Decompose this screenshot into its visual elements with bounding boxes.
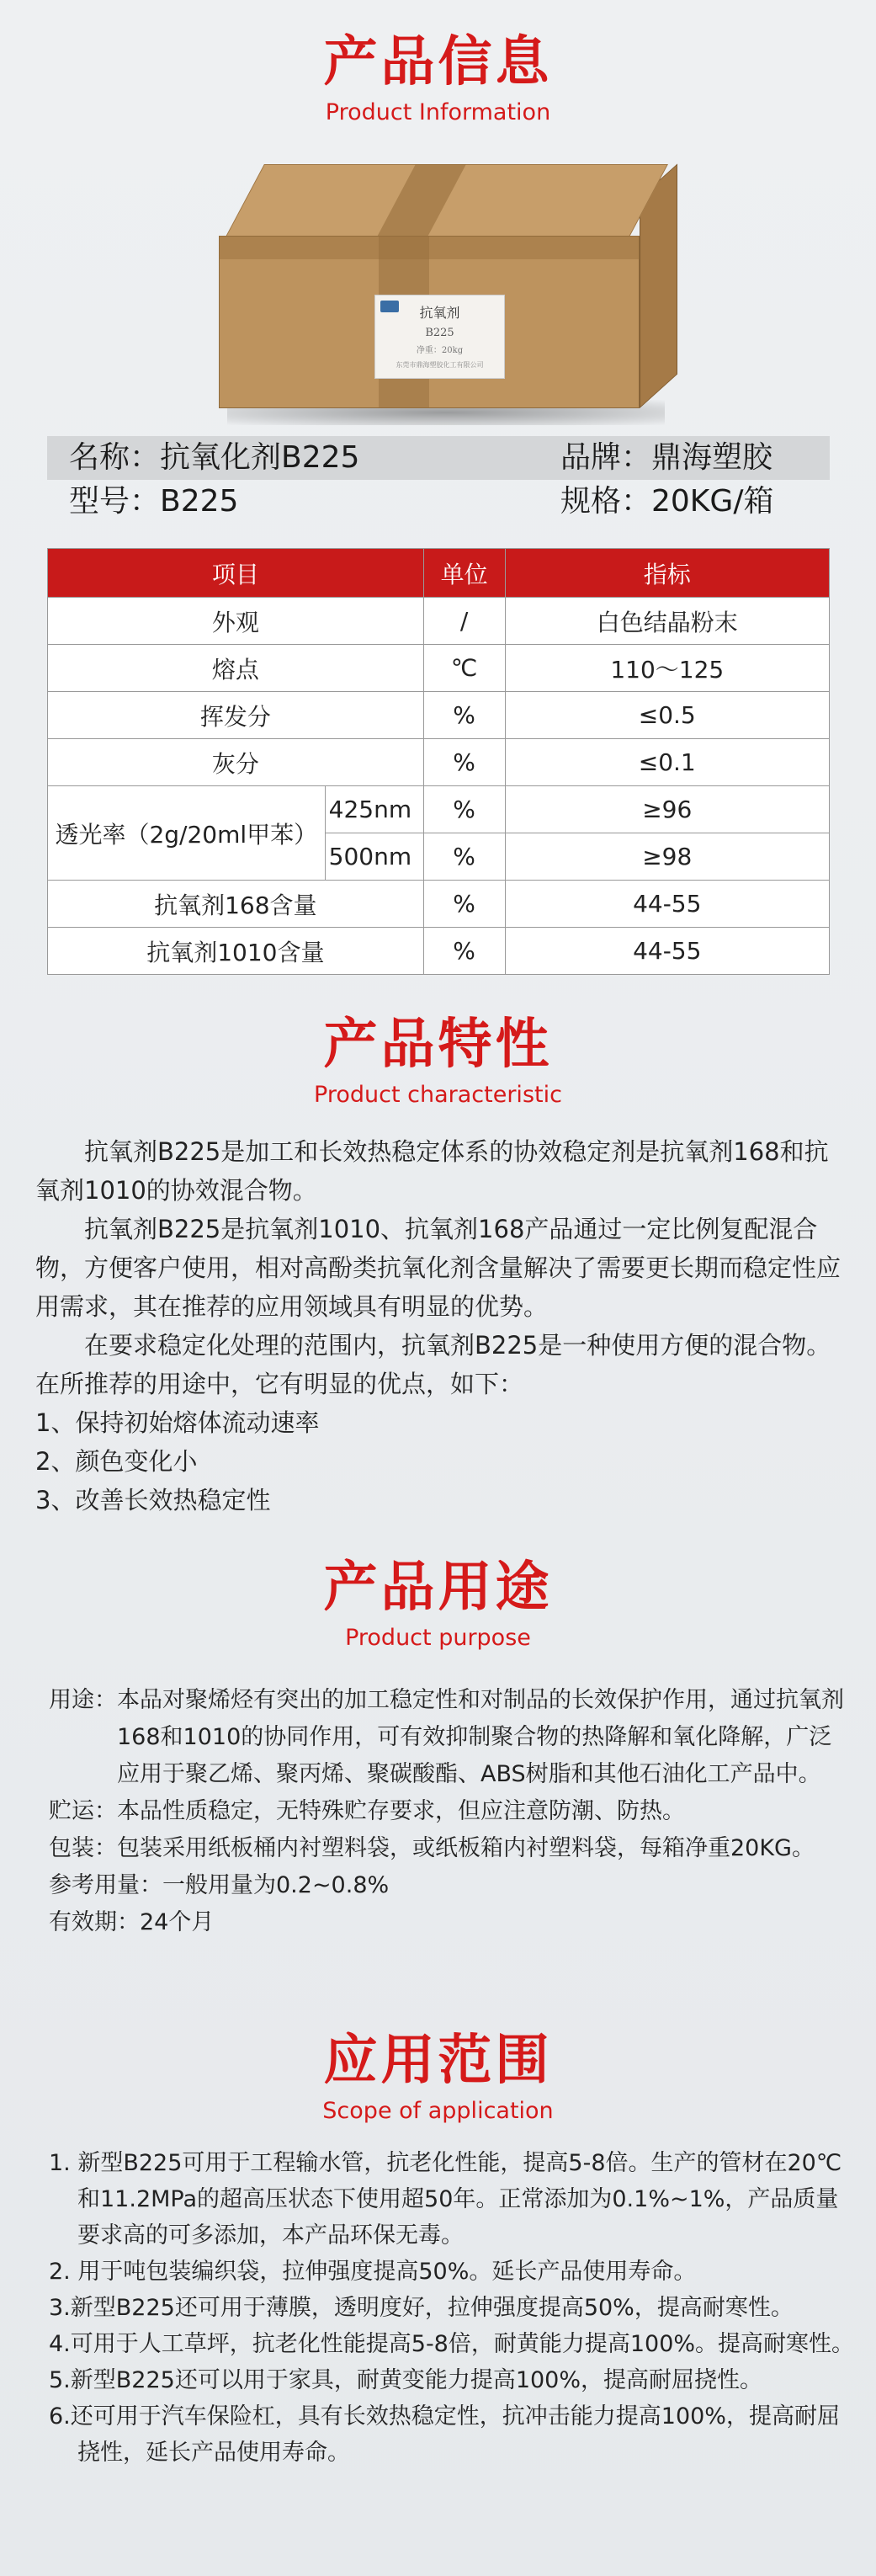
- list-item: [49, 1830, 848, 1867]
- row-label: 包装：: [49, 1835, 117, 1861]
- cell-unit: %: [423, 928, 505, 975]
- cell-wavelength: 425nm: [325, 786, 423, 833]
- list-item: [49, 1867, 848, 1904]
- table-row: [48, 598, 830, 645]
- box-label-company: 东莞市鼎海塑胶化工有限公司: [396, 361, 484, 369]
- header-item: 项目: [48, 549, 424, 598]
- list-item: 2. 用于吨包装编织袋，拉伸强度提高50%。延长产品使用寿命。: [49, 2259, 697, 2285]
- spec-name: 名称：抗氧化剂B225: [69, 440, 360, 475]
- section-title: 产品特性: [323, 1014, 553, 1076]
- section-subtitle: Product characteristic: [314, 1081, 562, 1108]
- header-unit: 单位: [423, 549, 505, 598]
- section-subtitle: Product Information: [325, 98, 551, 125]
- purpose-heading: [0, 1557, 876, 1651]
- list-item: 1、保持初始熔体流动速率: [35, 1408, 320, 1437]
- cell-item: 熔点: [48, 645, 424, 692]
- table-row: [48, 645, 830, 692]
- product-box-image: [210, 147, 682, 425]
- cell-value: ≤0.5: [505, 692, 829, 739]
- cell-unit: %: [423, 786, 505, 833]
- list-item: 3.新型B225还可用于薄膜，透明度好，拉伸强度提高50%，提高耐寒性。: [49, 2295, 794, 2321]
- list-item: 1. 新型B225可用于工程输水管，抗老化性能，提高5-8倍。生产的管材在20℃和11.2MPa的超高压状态下使用超50年。正常添加为0.1%~1%，产品质量要求高的可多添加，本产品环保无毒。: [49, 2150, 842, 2249]
- cell-unit: %: [423, 833, 505, 881]
- section-subtitle: Scope of application: [322, 2097, 554, 2124]
- cell-item: 抗氧剂1010含量: [48, 928, 424, 975]
- characteristic-body: [35, 1132, 847, 1520]
- cell-unit: ℃: [423, 645, 505, 692]
- row-label: 用途：: [49, 1687, 117, 1713]
- list-item: [49, 1904, 848, 1941]
- box-label-model: B225: [425, 327, 454, 339]
- box-label-weight: 净重：20kg: [416, 346, 464, 355]
- row-value: 本品对聚烯烃有突出的加工稳定性和对制品的长效保护作用，通过抗氧剂168和1010的协同作用，可有效抑制聚合物的热降解和氧化降解，广泛应用于聚乙烯、聚丙烯、聚碳酸酯、ABS树脂和其他石油化工产品中。: [117, 1687, 844, 1787]
- list-item: 5.新型B225还可以用于家具，耐黄变能力提高100%，提高耐屈挠性。: [49, 2367, 763, 2393]
- scope-body: [49, 2145, 857, 2471]
- cell-value: 白色结晶粉末: [505, 598, 829, 645]
- cell-value: ≥96: [505, 786, 829, 833]
- table-row: [48, 739, 830, 786]
- cell-value: 110～125: [505, 645, 829, 692]
- brand-logo-icon: [380, 301, 399, 312]
- row-label: 参考用量：: [49, 1872, 162, 1898]
- cell-value: 44-55: [505, 928, 829, 975]
- spec-table: [47, 548, 830, 975]
- table-row: [48, 928, 830, 975]
- list-item: 2、颜色变化小: [35, 1447, 198, 1476]
- row-value: 24个月: [140, 1909, 215, 1935]
- header-value: 指标: [505, 549, 829, 598]
- cell-item: 挥发分: [48, 692, 424, 739]
- list-item: [49, 1793, 848, 1830]
- section-title: 产品信息: [323, 31, 553, 93]
- spec-size: 规格：20KG/箱: [560, 484, 774, 519]
- table-row: [48, 881, 830, 928]
- cell-unit: /: [423, 598, 505, 645]
- spec-row-2: [47, 480, 830, 524]
- cell-unit: %: [423, 881, 505, 928]
- cell-unit: %: [423, 692, 505, 739]
- characteristic-heading: [0, 1014, 876, 1108]
- cell-item: 抗氧剂168含量: [48, 881, 424, 928]
- cell-value: ≤0.1: [505, 739, 829, 786]
- list-item: 4.可用于人工草坪，抗老化性能提高5-8倍，耐黄能力提高100%。提高耐寒性。: [49, 2331, 855, 2357]
- table-header-row: [48, 549, 830, 598]
- spec-brand: 品牌：鼎海塑胶: [560, 440, 773, 475]
- row-value: 包装采用纸板桶内衬塑料袋，或纸板箱内衬塑料袋，每箱净重20KG。: [117, 1835, 815, 1861]
- paragraph: 抗氧剂B225是加工和长效热稳定体系的协效稳定剂是抗氧剂168和抗氧剂1010的协效混合物。: [35, 1137, 829, 1205]
- list-item: [49, 1682, 848, 1793]
- table-row: [48, 692, 830, 739]
- section-subtitle: Product purpose: [345, 1624, 531, 1651]
- cell-transmittance: 透光率（2g/20ml甲苯）: [48, 786, 326, 881]
- cell-unit: %: [423, 739, 505, 786]
- row-value: 一般用量为0.2~0.8%: [162, 1872, 390, 1898]
- cell-value: 44-55: [505, 881, 829, 928]
- spec-row-1: [47, 436, 830, 480]
- table-row: [48, 786, 830, 833]
- box-label: [374, 295, 505, 379]
- purpose-body: [49, 1682, 848, 1941]
- spec-model: 型号：B225: [69, 484, 239, 519]
- paragraph: 在要求稳定化处理的范围内，抗氧剂B225是一种使用方便的混合物。在所推荐的用途中，它有明显的优点，如下：: [35, 1331, 831, 1398]
- paragraph: 抗氧剂B225是抗氧剂1010、抗氧剂168产品通过一定比例复配混合物，方便客户使用，相对高酚类抗氧化剂含量解决了需要更长期而稳定性应用需求，其在推荐的应用领域具有明显的优势。: [35, 1215, 841, 1321]
- section-title: 产品用途: [323, 1557, 553, 1619]
- product-info-heading: [0, 32, 876, 125]
- cell-item: 外观: [48, 598, 424, 645]
- section-title: 应用范围: [323, 2030, 553, 2092]
- cell-wavelength: 500nm: [325, 833, 423, 881]
- cell-item: 灰分: [48, 739, 424, 786]
- row-label: 贮运：: [49, 1798, 117, 1824]
- list-item: 3、改善长效热稳定性: [35, 1486, 271, 1514]
- scope-heading: [0, 2030, 876, 2124]
- box-label-name: 抗氧剂: [419, 305, 460, 321]
- row-label: 有效期：: [49, 1909, 140, 1935]
- row-value: 本品性质稳定，无特殊贮存要求，但应注意防潮、防热。: [117, 1798, 685, 1824]
- list-item: 6.还可用于汽车保险杠，具有长效热稳定性，抗冲击能力提高100%，提高耐屈挠性，延长产品使用寿命。: [49, 2403, 840, 2466]
- cell-value: ≥98: [505, 833, 829, 881]
